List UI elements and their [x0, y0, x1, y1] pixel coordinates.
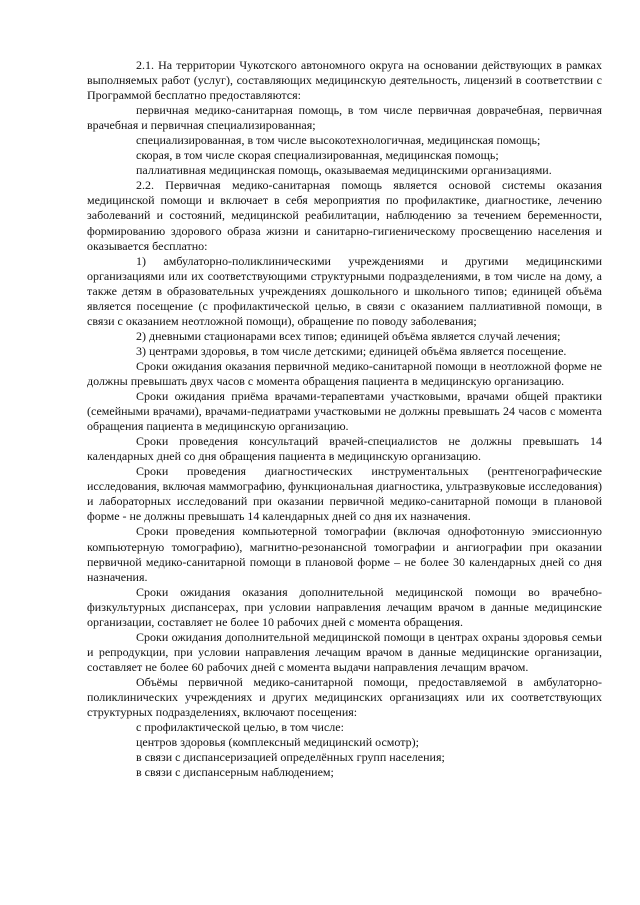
paragraph-urgent-wait-time: Сроки ожидания оказания первичной медико-санитарной помощи в неотложной форме не должны превышать двух часов с момента обращения пациента в медицинскую организацию.: [87, 358, 602, 388]
paragraph-visits-dispensarization: в связи с диспансеризацией определённых групп населения;: [136, 750, 445, 765]
paragraph-visits-dispensary-observation: в связи с диспансерным наблюдением;: [136, 765, 334, 780]
paragraph-specialist-consult-time: Сроки проведения консультаций врачей-специалистов не должны превышать 14 календарных дней со дня обращения пациента в медицинскую организацию.: [87, 434, 602, 464]
paragraph-visits-health-centers: центров здоровья (комплексный медицинский осмотр);: [136, 735, 419, 750]
paragraph-emergency-care: скорая, в том числе скорая специализированная, медицинская помощь;: [136, 148, 499, 163]
paragraph-item-1-outpatient: 1) амбулаторно-поликлиническими учреждениями и другими медицинскими организациями или их соответствующими структурными подразделениями, в том числе на дому, а также детям в образовательных учреждениях дошкольного и школьного типов; единицей объёма является посещение (с профилактической целью, в связи с оказанием паллиативной помощи, в связи с оказанием неотложной помощи), обращение по поводу заболевания;: [87, 253, 602, 328]
paragraph-specialized-care: специализированная, в том числе высокотехнологичная, медицинская помощь;: [136, 133, 541, 148]
paragraph-primary-care: первичная медико-санитарная помощь, в том числе первичная доврачебная, первичная врачебная и первичная специализированная;: [87, 103, 602, 133]
document-page: [87, 58, 602, 780]
paragraph-family-health-time: Сроки ожидания дополнительной медицинской помощи в центрах охраны здоровья семьи и репродукции, при условии направления лечащим врачом в данные медицинские организации, составляет не более 60 рабочих дней с момента выдачи направления лечащим врачом.: [87, 629, 602, 674]
paragraph-tomography-time: Сроки проведения компьютерной томографии (включая однофотонную эмиссионную компьютерную томографию), магнитно-резонансной томографии и ангиографии при оказании первичной медико-санитарной помощи в плановой форме – не более 30 календарных дней со дня назначения.: [87, 524, 602, 584]
paragraph-therapist-wait-time: Сроки ожидания приёма врачами-терапевтами участковыми, врачами общей практики (семейными врачами), врачами-педиатрами участковыми не должны превышать 24 часов с момента обращения пациента в медицинскую организацию.: [87, 389, 602, 434]
paragraph-2-1-intro: 2.1. На территории Чукотского автономного округа на основании действующих в рамках выполняемых работ (услуг), составляющих медицинскую деятельность, лицензий в соответствии с Программой бесплатно предоставляются:: [87, 58, 602, 103]
paragraph-diagnostics-time: Сроки проведения диагностических инструментальных (рентгенографические исследования, включая маммографию, функциональная диагностика, ультразвуковые исследования) и лабораторных исследований при оказании первичной медико-санитарной помощи в плановой форме - не должны превышать 14 календарных дней со дня их назначения.: [87, 464, 602, 524]
paragraph-volumes-intro: Объёмы первичной медико-санитарной помощи, предоставляемой в амбулаторно-поликлинических учреждениях и других медицинских организациях или их соответствующих структурных подразделениях, включают посещения:: [87, 674, 602, 720]
paragraph-visits-preventive: с профилактической целью, в том числе:: [136, 720, 344, 735]
paragraph-item-2-day-hospitals: 2) дневными стационарами всех типов; единицей объёма является случай лечения;: [136, 328, 561, 343]
paragraph-2-2-intro: 2.2. Первичная медико-санитарная помощь является основой системы оказания медицинской помощи и включает в себя мероприятия по профилактике, диагностике, лечению заболеваний и состояний, медицинской реабилитации, наблюдению за течением беременности, формированию здорового образа жизни и санитарно-гигиеническому просвещению населения и оказывается бесплатно:: [87, 178, 602, 253]
paragraph-item-3-health-centers: 3) центрами здоровья, в том числе детскими; единицей объёма является посещение.: [136, 343, 567, 358]
paragraph-sports-medicine-time: Сроки ожидания оказания дополнительной медицинской помощи во врачебно-физкультурных диспансерах, при условии направления лечащим врачом в данные медицинские организации, составляет не более 10 рабочих дней с момента обращения.: [87, 584, 602, 629]
paragraph-palliative-care: паллиативная медицинская помощь, оказываемая медицинскими организациями.: [136, 163, 552, 178]
